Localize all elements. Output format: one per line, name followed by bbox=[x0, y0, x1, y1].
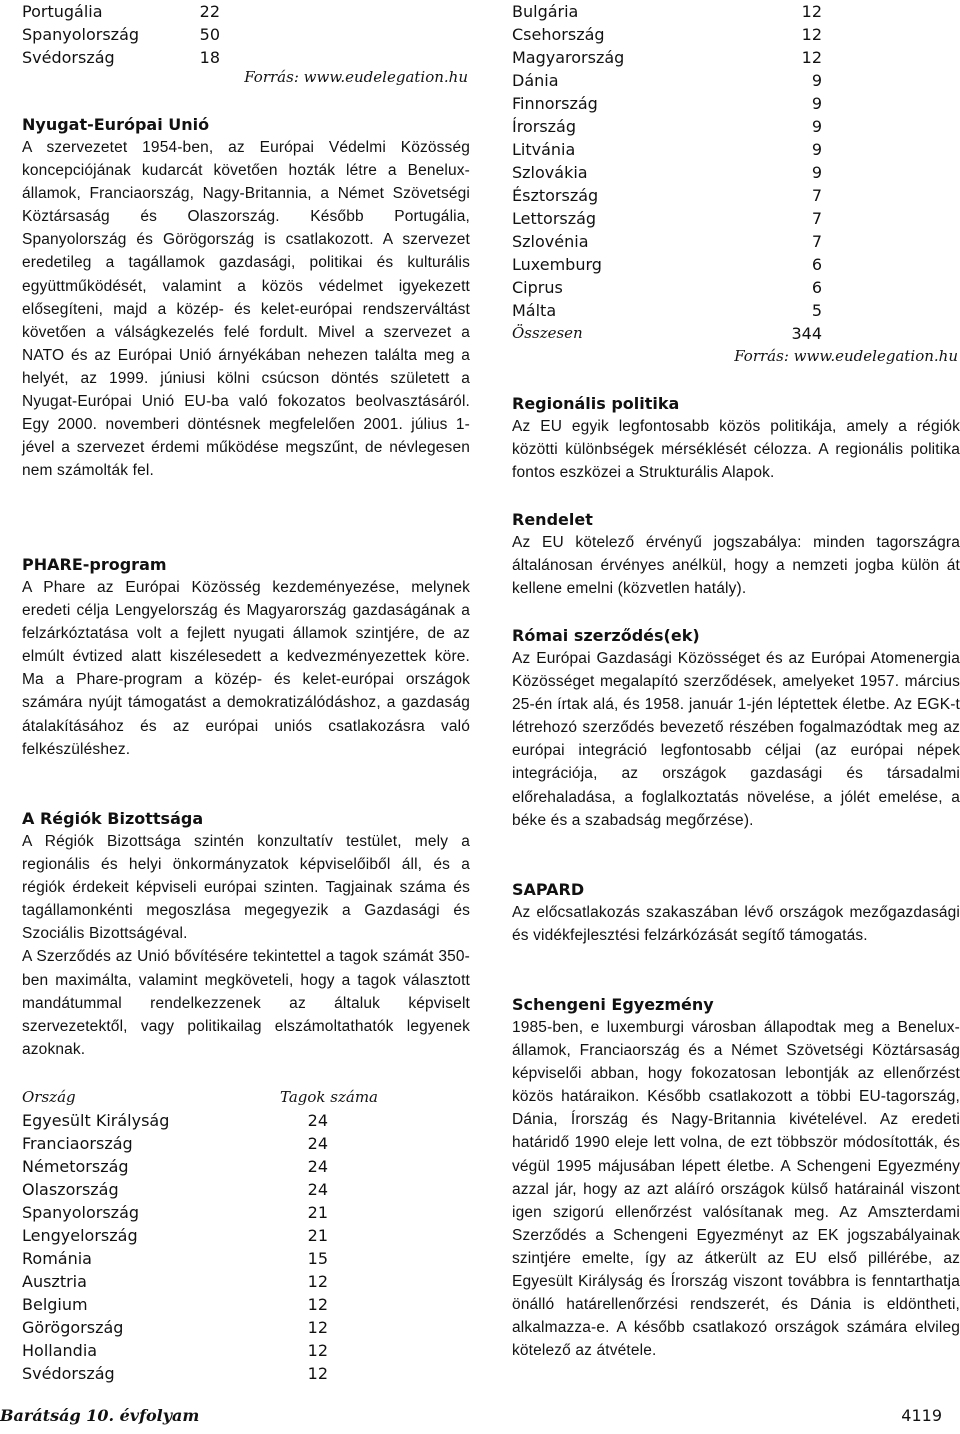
table-cell-value: 12 bbox=[801, 25, 822, 44]
table-cell-country: Csehország bbox=[512, 25, 605, 44]
table-row bbox=[512, 299, 824, 322]
section-text: Az Európai Gazdasági Közösséget és az Európai Atomenergia Közösséget megalapító szerződések, amelyeket 1957. március 25-én írtak alá, és 1958. január 1-jén léptettek életbe. Az EGK-t létrehozó szerződés bevezető részében fogalmazódtak meg az európai integráció legfontosabb céljai (az európai népek integrációja, az országok gazdasági és társadalmi előrehaladása, a foglalkoztatás növelése, a jólét emelése, a béke és a szabadság megőrzése). bbox=[512, 650, 960, 829]
table-cell-country: Portugália bbox=[22, 2, 103, 21]
table-cell-value: 50 bbox=[199, 25, 220, 44]
table-cell-value: 18 bbox=[199, 48, 220, 67]
section-title: Regionális politika bbox=[512, 394, 680, 413]
table-cell-country: Ausztria bbox=[22, 1272, 87, 1291]
table-row bbox=[512, 138, 824, 161]
table-cell-country: Szlovénia bbox=[512, 232, 589, 251]
table-row bbox=[512, 92, 824, 115]
table-header bbox=[22, 1086, 378, 1109]
section-text: Az EU egyik legfontosabb közös politikája, amely a régiók közötti különbségek mérséklését célozza. A regionális politika fontos eszközei a Strukturális Alapok. bbox=[512, 418, 960, 482]
table-cell-country: Lengyelország bbox=[22, 1226, 138, 1245]
table-cell-country: Svédország bbox=[22, 1364, 115, 1383]
table-row bbox=[512, 115, 824, 138]
table-row bbox=[22, 1316, 362, 1339]
table-cell-value: 12 bbox=[307, 1318, 328, 1337]
section-title: SAPARD bbox=[512, 880, 585, 899]
table-row bbox=[22, 1362, 362, 1385]
table-cell-country: Írország bbox=[512, 117, 577, 136]
table-row bbox=[22, 1109, 362, 1132]
table-cell-value: 12 bbox=[307, 1341, 328, 1360]
section-title: A Régiók Bizottsága bbox=[22, 809, 204, 828]
table-cell-country: Románia bbox=[22, 1249, 92, 1268]
table-cell-value: 12 bbox=[307, 1364, 328, 1383]
table-row bbox=[22, 1293, 362, 1316]
table-row bbox=[22, 1270, 362, 1293]
section-text: A Régiók Bizottsága szintén konzultatív testület, mely a regionális és helyi önkormányzatok képviselőiből áll, és a régiók érdekeit képviseli európai szinten. Tagjainak száma és tagállamonkénti megoszlása megegyezik a Gazdasági és Szociális Bizottságéval. bbox=[22, 833, 470, 943]
table-row bbox=[22, 1247, 362, 1270]
table-row bbox=[22, 1201, 362, 1224]
table-row bbox=[512, 253, 824, 276]
table-row bbox=[512, 230, 824, 253]
table-cell-value: 15 bbox=[307, 1249, 328, 1268]
table-header-country: Ország bbox=[22, 1088, 76, 1106]
section-title: Nyugat-Európai Unió bbox=[22, 115, 210, 134]
section-sapard bbox=[512, 878, 960, 947]
table-cell-value: 9 bbox=[811, 94, 822, 113]
section-text: Az EU kötelező érvényű jogszabálya: minden tagországra általánosan érvényes anélkül, hogy a nemzeti jogba külön át kellene emelni (közvetlen hatály). bbox=[512, 534, 960, 598]
table-cell-country: Svédország bbox=[22, 48, 115, 67]
table-cell-country: Spanyolország bbox=[22, 1203, 140, 1222]
table-cell-country: Spanyolország bbox=[22, 25, 140, 44]
table-row bbox=[512, 161, 824, 184]
source-note: Forrás: www.eudelegation.hu bbox=[734, 347, 958, 365]
section-title: Rendelet bbox=[512, 510, 593, 529]
section-title: PHARE-program bbox=[22, 555, 167, 574]
page-number: 4119 bbox=[901, 1406, 942, 1425]
table-cell-country: Olaszország bbox=[22, 1180, 119, 1199]
table-row bbox=[512, 23, 824, 46]
section-weu bbox=[22, 113, 470, 482]
table-row bbox=[512, 276, 824, 299]
table-cell-country: Málta bbox=[512, 301, 557, 320]
table-total-value: 344 bbox=[791, 324, 822, 343]
section-treaty-of-rome bbox=[512, 624, 960, 832]
section-text: A Szerződés az Unió bővítésére tekintettel a tagok számát 350-ben maximálta, valamint megköveteli, hogy a tagok választott mandátummal rendelkezzenek az általuk képviselt szervezetektől, vagy politikailag elszámoltathatók legyenek azoknak. bbox=[22, 948, 470, 1058]
table-cell-country: Ciprus bbox=[512, 278, 563, 297]
table-cell-country: Szlovákia bbox=[512, 163, 588, 182]
table-cell-value: 24 bbox=[307, 1157, 328, 1176]
table-cell-value: 24 bbox=[307, 1134, 328, 1153]
table-total-row bbox=[512, 322, 824, 345]
table-cell-value: 5 bbox=[811, 301, 822, 320]
table-row bbox=[22, 1155, 362, 1178]
table-cell-country: Litvánia bbox=[512, 140, 576, 159]
members-table bbox=[22, 1086, 378, 1385]
table-cell-country: Hollandia bbox=[22, 1341, 98, 1360]
table-row bbox=[512, 0, 824, 23]
table-cell-country: Magyarország bbox=[512, 48, 625, 67]
table-row bbox=[22, 1224, 362, 1247]
table-cell-value: 7 bbox=[811, 209, 822, 228]
table-cell-value: 9 bbox=[811, 117, 822, 136]
table-cell-country: Egyesült Királyság bbox=[22, 1111, 170, 1130]
table-cell-country: Luxemburg bbox=[512, 255, 602, 274]
section-text: Az előcsatlakozás szakaszában lévő országok mezőgazdasági és vidékfejlesztési felzárkózását segítő támogatás. bbox=[512, 904, 960, 945]
table-cell-value: 6 bbox=[811, 278, 822, 297]
table-cell-value: 21 bbox=[307, 1226, 328, 1245]
table-cell-value: 12 bbox=[307, 1272, 328, 1291]
table-total-label: Összesen bbox=[512, 324, 583, 342]
section-text: A szervezetet 1954-ben, az Európai Védelmi Közösség koncepciójának kudarcát követően hozták létre a Benelux-államok, Franciaország, Nagy-Britannia, a Német Szövetségi Köztársaság és Olaszország. Később Portugália, Spanyolország és Görögország is csatlakozott. A szervezet eredetileg a tagállamok gazdasági, politikai és kulturális együttműködését, valamint a közös védelmet igyekezett elősegíteni, majd a közép- és kelet-európai rendszerváltást követően a válságkezelés felé fordult. Mivel a szervezet a NATO és az Európai Unió árnyékában nehezen találta meg a helyét, az 1999. júniusi kölni csúcson döntés született a Nyugat-Európai Unió EU-ba való fokozatos beolvasztásáról. Egy 2000. novemberi döntésnek megfelelően 2001. július 1-jével a szervezet érdemi működése megszűnt, de névlegesen nem számolták fel. bbox=[22, 139, 470, 480]
table-cell-country: Bulgária bbox=[512, 2, 579, 21]
table-cell-value: 12 bbox=[801, 2, 822, 21]
table-cell-country: Finnország bbox=[512, 94, 598, 113]
section-committee-of-regions bbox=[22, 807, 470, 1061]
table-cell-country: Görögország bbox=[22, 1318, 124, 1337]
table-row bbox=[512, 69, 824, 92]
source-note: Forrás: www.eudelegation.hu bbox=[244, 68, 468, 86]
section-title: Római szerződés(ek) bbox=[512, 626, 700, 645]
section-phare bbox=[22, 553, 470, 761]
table-cell-value: 9 bbox=[811, 140, 822, 159]
table-row bbox=[22, 0, 222, 23]
section-schengen bbox=[512, 993, 960, 1362]
table-cell-value: 9 bbox=[811, 163, 822, 182]
table-row bbox=[22, 1339, 362, 1362]
table-row bbox=[22, 1178, 362, 1201]
section-text: A Phare az Európai Közösség kezdeményezése, melynek eredeti célja Lengyelország és Magyarország gazdaságának a felzárkóztatása volt a fejlett nyugati államok szintjére, de az elmúlt évtized alatt kiszélesedett a kedvezményezettek köre. Ma a Phare-program a közép- és kelet-európai országok számára nyújt támogatást a demokratizálódáshoz, a gazdaság átalakításához és az európai uniós csatlakozásra való felkészüléshez. bbox=[22, 579, 470, 758]
table-row bbox=[22, 1132, 362, 1155]
table-cell-value: 24 bbox=[307, 1111, 328, 1130]
table-cell-country: Belgium bbox=[22, 1295, 88, 1314]
table-cell-value: 7 bbox=[811, 186, 822, 205]
table-cell-country: Németország bbox=[22, 1157, 129, 1176]
section-title: Schengeni Egyezmény bbox=[512, 995, 714, 1014]
table-header-members: Tagok száma bbox=[280, 1088, 378, 1106]
table-row bbox=[512, 184, 824, 207]
table-cell-country: Franciaország bbox=[22, 1134, 133, 1153]
table-cell-value: 7 bbox=[811, 232, 822, 251]
members-table-continued bbox=[512, 0, 824, 345]
table-cell-country: Dánia bbox=[512, 71, 559, 90]
table-row bbox=[22, 23, 222, 46]
section-regional-policy bbox=[512, 392, 960, 484]
table-cell-country: Lettország bbox=[512, 209, 597, 228]
table-cell-value: 12 bbox=[307, 1295, 328, 1314]
table-row bbox=[512, 46, 824, 69]
table-cell-value: 12 bbox=[801, 48, 822, 67]
table-cell-value: 24 bbox=[307, 1180, 328, 1199]
table-cell-value: 6 bbox=[811, 255, 822, 274]
top-members-table bbox=[22, 0, 222, 69]
table-cell-country: Észtország bbox=[512, 186, 599, 205]
publication-footer: Barátság 10. évfolyam bbox=[0, 1406, 200, 1425]
table-cell-value: 22 bbox=[199, 2, 220, 21]
table-row bbox=[512, 207, 824, 230]
table-cell-value: 9 bbox=[811, 71, 822, 90]
table-cell-value: 21 bbox=[307, 1203, 328, 1222]
section-regulation bbox=[512, 508, 960, 600]
section-text: 1985-ben, e luxemburgi városban állapodtak meg a Benelux-államok, Franciaország és a Német Szövetségi Köztársaság képviselői abban, hogy fokozatosan lebontják az ellenőrzést közös határaikon. Később csatlakozott a többi EU-tagország, Dánia, Írország és Nagy-Britannia kivételével. Az eredeti határidő 1990 eleje lett volna, de ezt többször módosították, és végül 1995 májusában lépett életbe. A Schengeni Egyezmény azzal jár, hogy az azt aláíró országok külső határainál viszont igen szigorú ellenőrzést valósítanak meg. Az Amszterdami Szerződés a Schengeni Egyezményt az EK jogszabályainak szintjére emelte, így az átkerült az EU első pillérébe, az Egyesült Királyság és Írország viszont továbbra is fenntarthatja önálló határellenőrzési rendszerét, és Dánia is eldöntheti, alkalmazza-e. A később csatlakozó országok számára elvileg kötelező az átvétele. bbox=[512, 1019, 960, 1360]
